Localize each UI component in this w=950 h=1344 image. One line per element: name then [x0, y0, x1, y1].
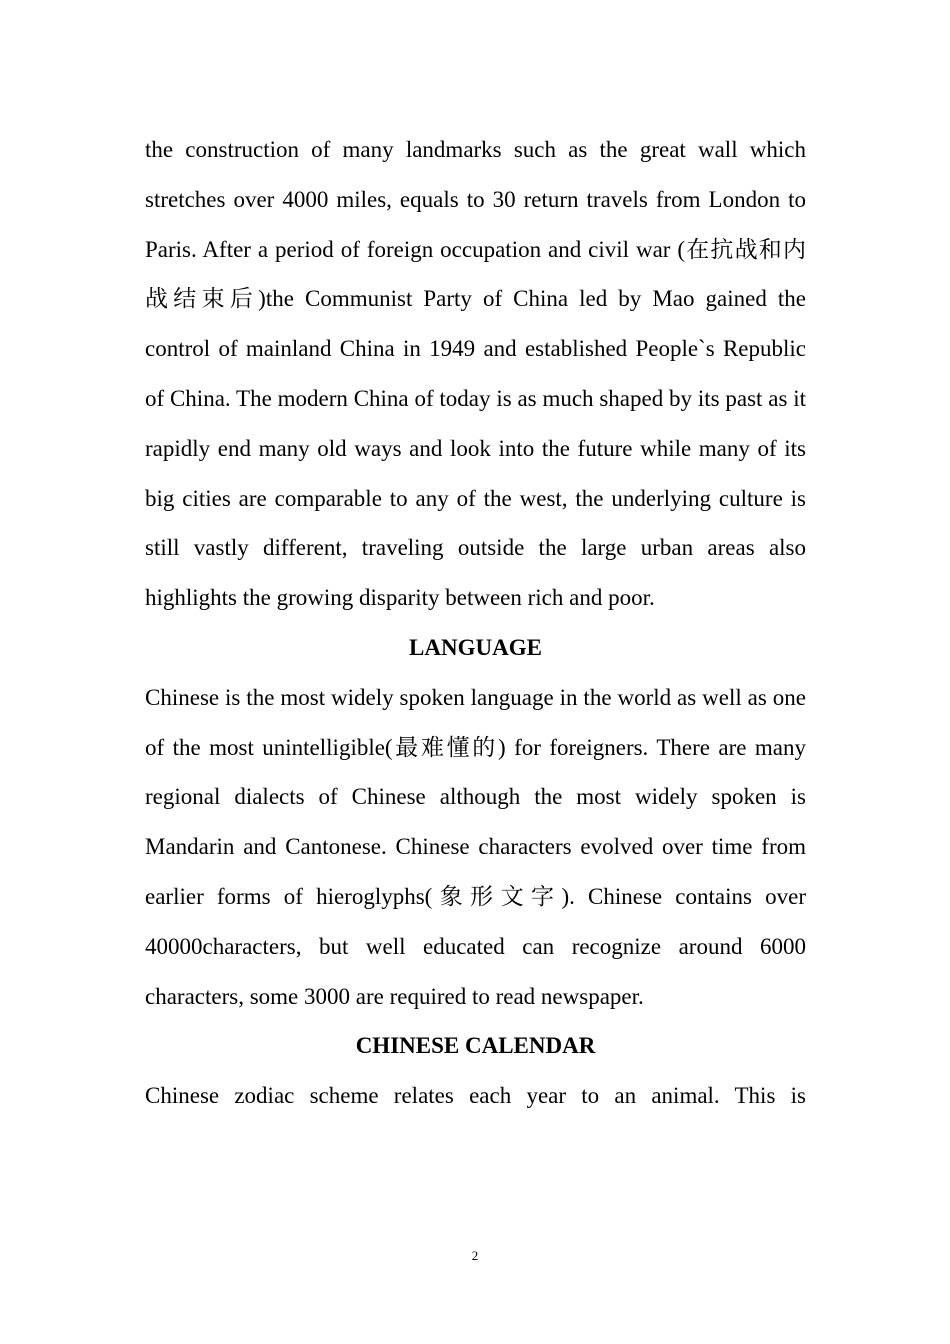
paragraph-history: the construction of many landmarks such as the great wall which stretches over 4000 miles, equals to 30 return travels from London to Paris. After a period of foreign occupation and civil war (在抗战和内战结束后)the Communist Party of China led by Mao gained the control of mainland China in 1949 and established People`s Republic of China. The modern China of today is as much shaped by its past as it rapidly end many old ways and look into the future while many of its big cities are comparable to any of the west, the underlying culture is still vastly different, traveling outside the large urban areas also highlights the growing disparity between rich and poor. — [145, 137, 806, 611]
paragraph-calendar: Chinese zodiac scheme relates each year to an animal. This is — [145, 1083, 806, 1109]
page-number: 2 — [471, 1248, 479, 1263]
document-body — [145, 125, 806, 1121]
heading-language: LANGUAGE — [409, 634, 542, 660]
heading-chinese-calendar: CHINESE CALENDAR — [355, 1033, 596, 1059]
paragraph-language: Chinese is the most widely spoken language in the world as well as one of the most unintelligible(最难懂的) for foreigners. There are many regional dialects of Chinese although the most widely spoken is Mandarin and Cantonese. Chinese characters evolved over time from earlier forms of hieroglyphs(象形文字). Chinese contains over 40000characters, but well educated can recognize around 6000 characters, some 3000 are required to read newspaper. — [145, 684, 806, 1009]
